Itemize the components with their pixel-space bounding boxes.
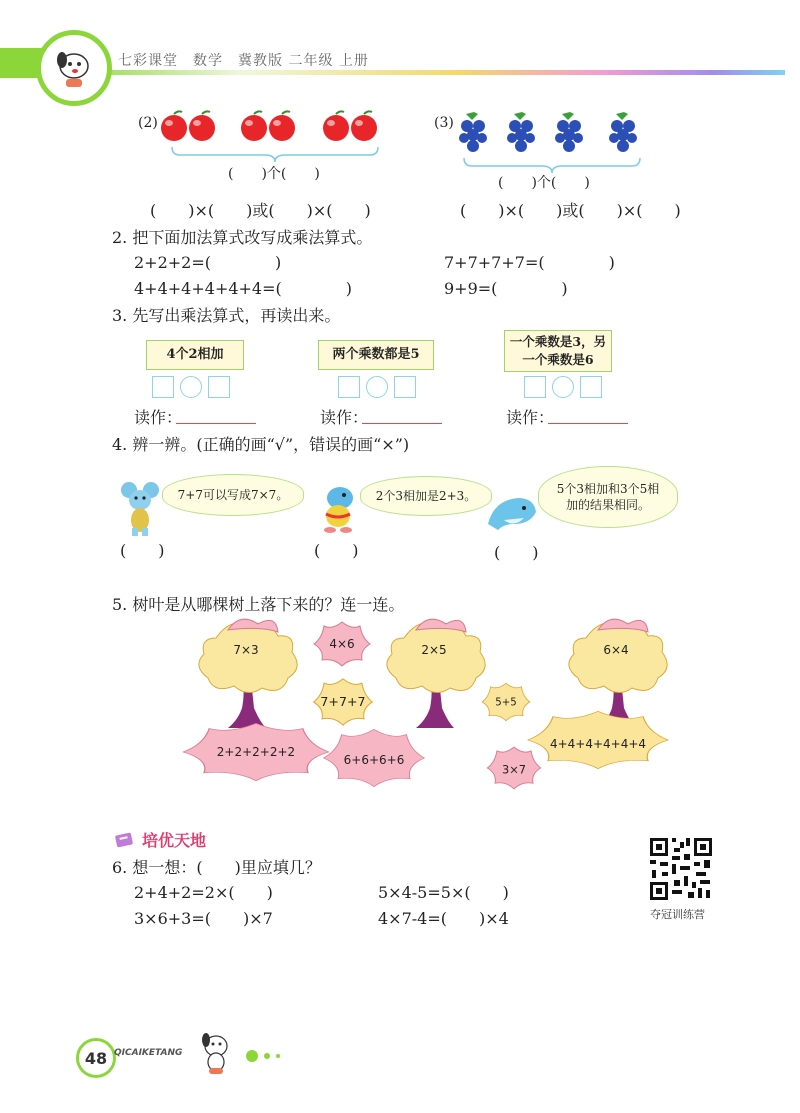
q3-box-1: 4个2相加 [146,340,244,370]
q1-part2-label: (2) [138,115,158,131]
apples-image [160,108,390,148]
q4-bubble-1: 7+7可以写成7×7。 [162,474,304,516]
footer-dots [246,1050,280,1062]
answer-square[interactable] [208,376,230,398]
leaf-2 [314,679,373,725]
pencil-box-icon [114,831,136,849]
footer-dog-icon [198,1030,234,1076]
leaf-1 [314,622,370,666]
q3-answer-slots-1[interactable] [152,376,230,398]
leaf-label: 4+4+4+4+4+4 [549,737,647,751]
q2-title: 2. 把下面加法算式改写成乘法算式。 [112,228,373,247]
tree-1 [199,619,297,728]
q3-box-2: 两个乘数都是5 [318,340,434,370]
q4-answer-2[interactable]: ( ) [314,541,359,560]
q2-item[interactable]: 4+4+4+4+4+4=( ) [134,279,353,298]
q3-read-label-1: 读作： [134,408,183,427]
leaf-label: 7+7+7 [320,694,366,710]
q4-title: 4. 辨一辨。(正确的画“√”，错误的画“×”) [112,435,410,454]
tree-label: 7×3 [233,643,259,657]
q2-item[interactable]: 7+7+7+7=( ) [444,253,615,272]
qr-caption: 夺冠训练营 [650,908,705,921]
q6-item[interactable]: 3×6+3=( )×7 [134,909,273,928]
leaf-label: 3×7 [501,762,527,777]
mascot-logo [36,30,112,106]
answer-square[interactable] [580,376,602,398]
answer-square[interactable] [152,376,174,398]
q4-answer-1[interactable]: ( ) [120,541,165,560]
q3-read-line-3[interactable] [548,422,628,424]
qr-code[interactable] [648,836,714,902]
q6-title: 6. 想一想：( )里应填几？ [112,858,321,877]
q4-answer-3[interactable]: ( ) [494,543,539,562]
leaf-3 [482,683,530,720]
section-header [114,828,206,851]
q1-part3-label: (3) [434,115,454,131]
section-title: 培优天地 [142,831,207,850]
answer-circle[interactable] [180,376,202,398]
tree-label: 6×4 [603,643,629,657]
grapes-image [458,110,648,158]
mouse-character [120,478,160,538]
leaf-label: 5+5 [495,697,517,709]
q4-bubble-3: 5个3相加和3个5相加的结果相同。 [538,466,678,528]
leaf-7 [487,747,540,789]
q4-bubble-2: 2个3相加是2+3。 [360,476,492,516]
q3-title: 3. 先写出乘法算式，再读出来。 [112,306,341,325]
dot-icon [246,1050,258,1062]
answer-square[interactable] [394,376,416,398]
leaf-label: 2+2+2+2+2 [216,745,296,759]
q1-answer-left[interactable]: ( )×( )或( )×( ) [150,201,371,220]
brace-left [170,145,380,163]
q3-read-line-2[interactable] [362,422,442,424]
page-number: 48 [84,1048,108,1068]
footer-brand: QICAIKETANG [114,1048,183,1058]
q3-answer-slots-2[interactable] [338,376,416,398]
trees-leaves-diagram [0,610,800,800]
q1-part3-group: ( )个( ) [498,175,590,191]
q3-read-label-2: 读作： [320,408,369,427]
leaf-label: 4×6 [329,637,355,651]
q3-answer-slots-3[interactable] [524,376,602,398]
page-number-badge [76,1038,116,1078]
dot-icon [264,1053,270,1059]
tree-3 [569,619,667,728]
q6-item[interactable]: 5×4-5=5×( ) [378,883,509,902]
q1-part2-group: ( )个( ) [228,166,320,182]
header-title: 七彩课堂 数学 冀教版 二年级 上册 [118,53,369,69]
q6-item[interactable]: 2+4+2=2×( ) [134,883,273,902]
dot-icon [276,1054,280,1058]
q3-box-3: 一个乘数是3，另一个乘数是6 [504,330,612,372]
dolphin-character [484,490,540,534]
answer-square[interactable] [524,376,546,398]
answer-circle[interactable] [552,376,574,398]
q1-answer-right[interactable]: ( )×( )或( )×( ) [460,201,681,220]
q2-item[interactable]: 9+9=( ) [444,279,568,298]
q3-read-line-1[interactable] [176,422,256,424]
leaf-label: 6+6+6+6 [343,753,405,767]
tree-2 [387,619,485,728]
q2-item[interactable]: 2+2+2=( ) [134,253,282,272]
dinosaur-character [314,484,364,534]
dog-icon [52,46,96,90]
q5-title: 5. 树叶是从哪棵树上落下来的？连一连。 [112,595,405,614]
tree-label: 2×5 [421,643,447,657]
answer-square[interactable] [338,376,360,398]
q3-read-label-3: 读作： [506,408,555,427]
answer-circle[interactable] [366,376,388,398]
q6-item[interactable]: 4×7-4=( )×4 [378,909,509,928]
